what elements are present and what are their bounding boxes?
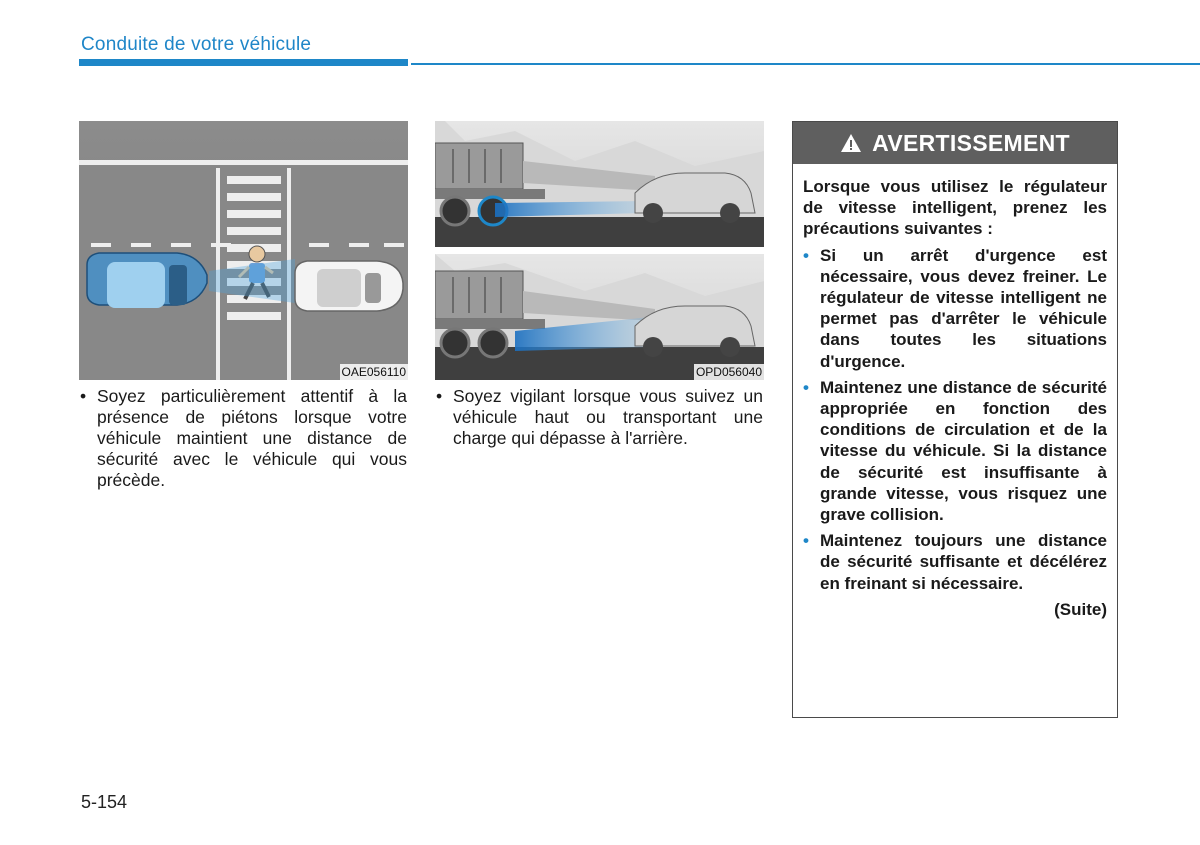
blue-car-icon — [87, 253, 207, 308]
warning-item — [803, 245, 1107, 372]
bullet-dot: • — [80, 386, 87, 406]
warning-item-text: Maintenez toujours une distance de sécurité suffisante et décélérez en freinant si nécessaire. — [820, 531, 1107, 593]
header-rule-thin — [411, 63, 1200, 65]
bullet-text: Soyez particulièrement attentif à la présence de piétons lorsque votre véhicule maintient une distance de sécurité avec le véhicule qui vous précède. — [97, 386, 407, 490]
warning-title: AVERTISSEMENT — [872, 129, 1070, 156]
page-number: 5-154 — [81, 792, 128, 812]
figure-code: OAE056110 — [341, 365, 406, 379]
figure-code: OPD056040 — [695, 365, 762, 379]
figure-pedestrian-crossing — [79, 121, 408, 380]
warning-body — [793, 164, 1117, 620]
section-title: Conduite de votre véhicule — [81, 34, 312, 55]
continued-label: (Suite) — [1054, 599, 1107, 619]
middle-column-bullet — [436, 386, 763, 449]
warning-triangle-icon — [840, 133, 862, 153]
white-car-icon — [295, 261, 403, 311]
bullet-text: Soyez vigilant lorsque vous suivez un véhicule haut ou transportant une charge qui dépasse à l'arrière. — [453, 386, 763, 448]
warning-box — [792, 121, 1118, 718]
warning-item-text: Maintenez une distance de sécurité appropriée en fonction des conditions de circulation et de la vitesse du véhicule. Si la distance de sécurité est insuffisante à grande vitesse, vous risquez une grave collision. — [820, 377, 1107, 525]
warning-header — [793, 122, 1117, 164]
bullet-dot: • — [803, 245, 809, 265]
left-column-bullet — [80, 386, 407, 491]
bullet-dot: • — [436, 386, 443, 406]
figure-truck-following — [435, 121, 764, 380]
warning-item-text: Si un arrêt d'urgence est nécessaire, vous devez freiner. Le régulateur de vitesse intelligent ne permet pas d'arrêter le véhicule dans toutes les situations d'urgence. — [820, 245, 1107, 371]
bullet-dot: • — [803, 531, 809, 551]
bullet-dot: • — [803, 377, 809, 397]
warning-item — [803, 530, 1107, 594]
header-rule-thick — [79, 59, 408, 66]
truck-following-illustration — [435, 121, 764, 380]
pedestrian-crossing-illustration — [79, 121, 408, 380]
warning-intro: Lorsque vous utilisez le régulateur de vitesse intelligent, prenez les précautions suivantes : — [803, 177, 1107, 239]
warning-item — [803, 377, 1107, 525]
